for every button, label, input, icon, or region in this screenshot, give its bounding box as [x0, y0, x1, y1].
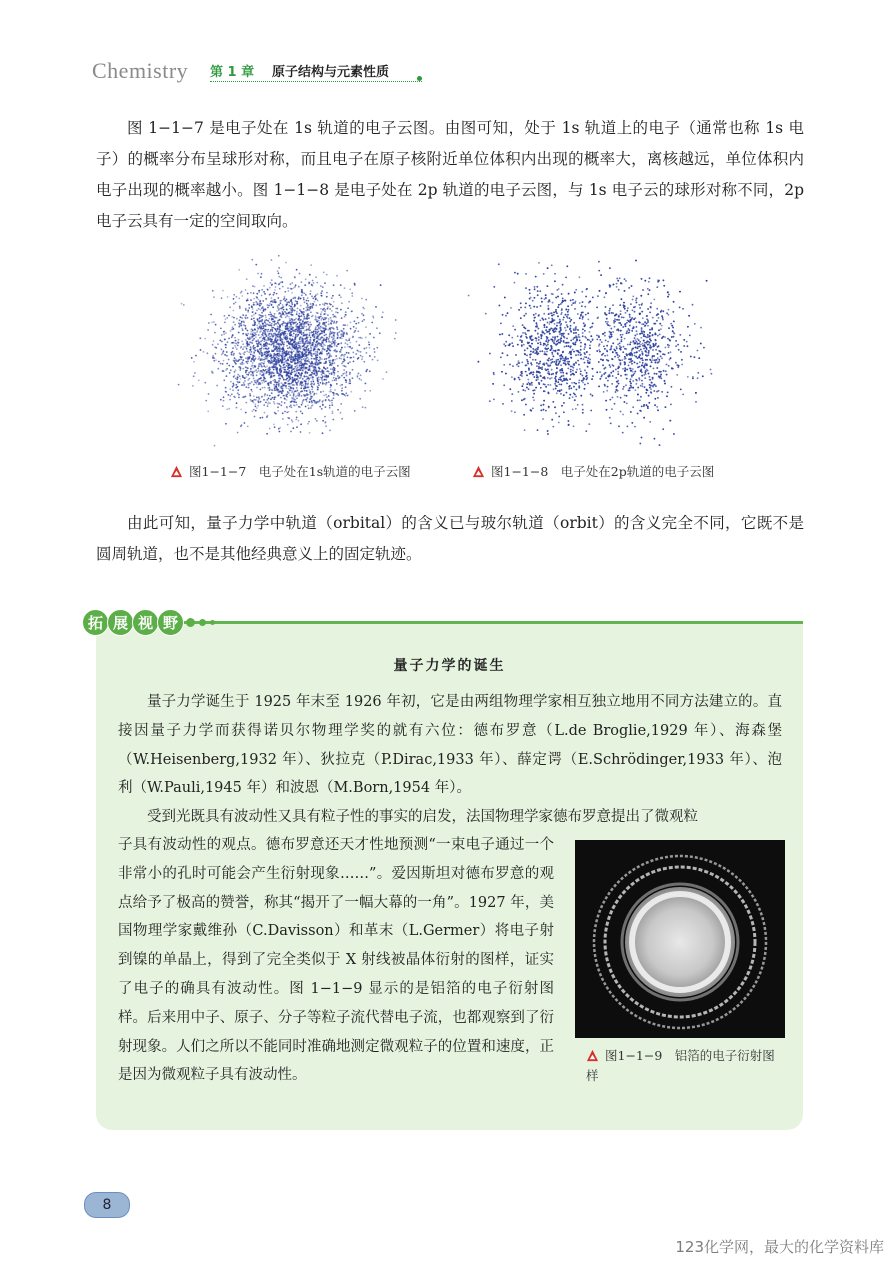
running-header — [92, 58, 432, 86]
figure-caption-1-1-8 — [472, 462, 714, 480]
extension-box-label — [82, 608, 215, 636]
chapter-title: 原子结构与元素性质 — [272, 65, 390, 80]
extension-box-title: 量子力学的诞生 — [393, 658, 506, 674]
extension-paragraph-1: 量子力学诞生于 1925 年末至 1926 年初，它是由两组物理学家相互独立地用不同方法建立的。直接因量子力学而获得诺贝尔物理学奖的就有六位：德布罗意（L.de Broglie,1929 年）、海森堡（W.Heisenberg,1932 年）、狄拉克（P.Dirac,1933 年）、薛定谔（E.Schrödinger,1933 年）、泡利（W.Pauli,1945 年）和波恩（M.Born,1954 年）。 — [118, 694, 782, 797]
body-paragraph-2: 由此可知，量子力学中轨道（orbital）的含义已与玻尔轨道（orbit）的含义完全不同，它既不是圆周轨道，也不是其他经典意义上的固定轨迹。 — [96, 514, 804, 563]
label-char: 拓 — [82, 609, 109, 636]
1s-electron-cloud-image — [175, 250, 405, 450]
site-watermark: 123化学网，最大的化学资料库 — [675, 1238, 884, 1256]
caption-text: 图1−1−9 铝箔的电子衍射图样 — [586, 1048, 775, 1083]
label-char: 野 — [157, 609, 184, 636]
electron-diffraction-photo — [575, 840, 785, 1038]
caption-triangle-icon — [170, 465, 183, 478]
label-char: 视 — [132, 609, 159, 636]
page-number: 8 — [84, 1192, 130, 1218]
header-dot-icon — [417, 76, 422, 81]
caption-triangle-icon — [472, 465, 485, 478]
label-char: 展 — [107, 609, 134, 636]
caption-text: 图1−1−8 电子处在2p轨道的电子云图 — [491, 464, 715, 479]
figure-caption-1-1-9 — [586, 1046, 781, 1086]
label-dot-icon — [199, 619, 206, 626]
electron-cloud-figures — [170, 250, 750, 480]
2p-electron-cloud-image — [460, 250, 730, 450]
caption-text: 图1−1−7 电子处在1s轨道的电子云图 — [189, 464, 411, 479]
caption-triangle-icon — [586, 1049, 599, 1062]
label-dot-icon — [210, 620, 215, 625]
figure-caption-1-1-7 — [170, 462, 411, 480]
chapter-number: 第 1 章 — [210, 65, 255, 80]
header-divider — [210, 81, 422, 82]
label-dot-icon — [186, 618, 195, 627]
subject-brand: Chemistry — [92, 58, 189, 83]
extension-paragraph-2-rest: 子具有波动性的观点。德布罗意还天才性地预测“一束电子通过一个非常小的孔时可能会产生衍射现象……”。爱因斯坦对德布罗意的观点给予了极高的赞誉，称其“揭开了一幅大幕的一角”。1927 年，美国物理学家戴维孙（C.Davisson）和革末（L.Germer）将电子射到镍的单晶上，得到了完全类似于 X 射线被晶体衍射的图样，证实了电子的确具有波动性。图 1−1−9 显示的是铝箔的电子衍射图样。后来用中子、原子、分子等粒子流代替电子流，也都观察到了衍射现象。人们之所以不能同时准确地测定微观粒子的位置和速度，正是因为微观粒子具有波动性。 — [118, 837, 554, 1084]
extension-paragraph-2-first-line: 受到光既具有波动性又具有粒子性的事实的启发，法国物理学家德布罗意提出了微观粒 — [147, 809, 698, 825]
body-paragraph-1: 图 1−1−7 是电子处在 1s 轨道的电子云图。由图可知，处于 1s 轨道上的电子（通常也称 1s 电子）的概率分布呈球形对称，而且电子在原子核附近单位体积内出现的概率大，离核越远，单位体积内电子出现的概率越小。图 1−1−8 是电子处在 2p 轨道的电子云图，与 1s 电子云的球形对称不同，2p 电子云具有一定的空间取向。 — [96, 119, 804, 230]
